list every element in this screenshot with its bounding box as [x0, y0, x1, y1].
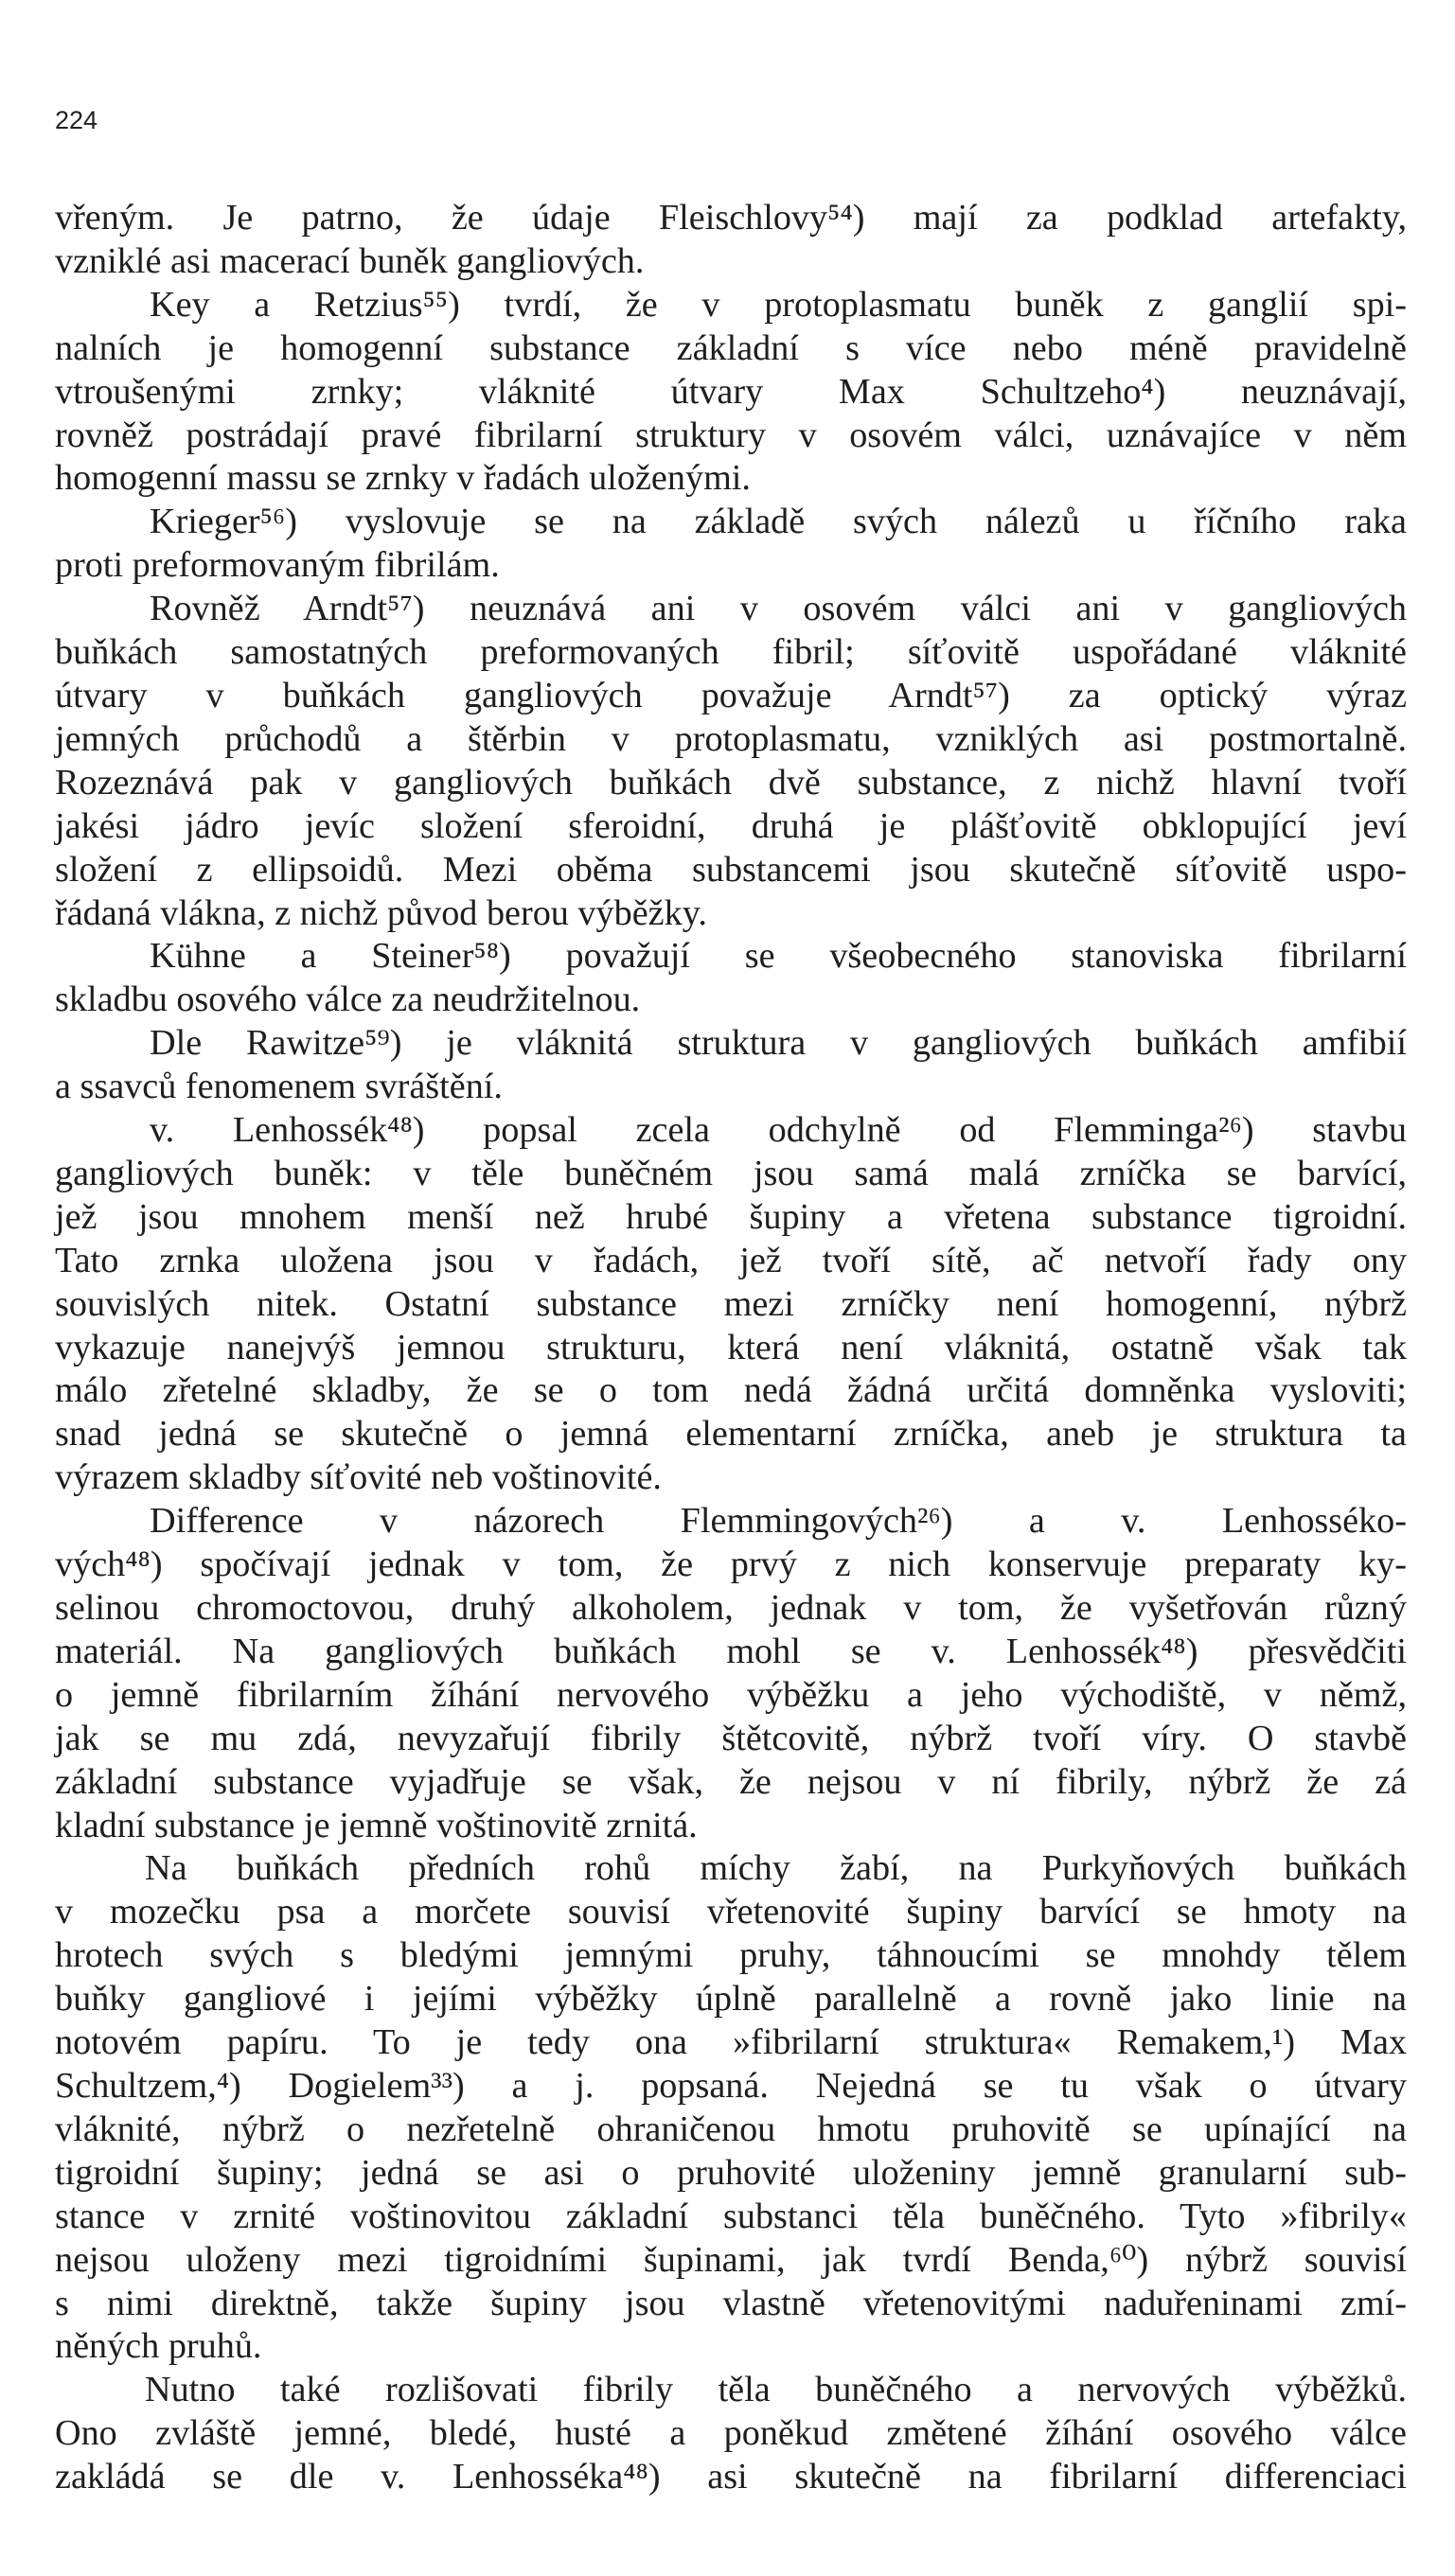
text-line: homogenní massu se zrnky v řadách uloženými. — [55, 458, 751, 499]
text-line: v mozečku psa a morčete souvisí vřetenovité šupiny barvící se hmoty na — [55, 1892, 1407, 1932]
text-line: snad jedná se skutečně o jemná elementarní zrníčka, aneb je struktura ta — [55, 1414, 1407, 1455]
text-line: proti preformovaným fibrilám. — [55, 545, 500, 586]
text-line: Krieger⁵⁶) vyslovuje se na základě svých nálezů u říčního raka — [150, 502, 1407, 542]
text-line: Kühne a Steiner⁵⁸) považují se všeobecného stanoviska fibrilarní — [150, 936, 1407, 977]
text-line: Difference v názorech Flemmingových²⁶) a v. Lenhosséko- — [150, 1501, 1407, 1542]
text-line: buňkách samostatných preformovaných fibril; síťovitě uspořádané vláknité — [55, 632, 1407, 673]
text-line: notovém papíru. To je tedy ona »fibrilarní struktura« Remakem,¹) Max — [55, 2022, 1407, 2063]
text-line: gangliových buněk: v těle buněčném jsou samá malá zrníčka se barvící, — [55, 1153, 1407, 1193]
text-line: vláknité, nýbrž o nezřetelně ohraničenou hmotu pruhovitě se upínající na — [55, 2108, 1407, 2149]
text-line: vzniklé asi macerací buněk gangliových. — [55, 240, 645, 281]
text-line: buňky gangliové i jejími výběžky úplně parallelně a rovně jako linie na — [55, 1979, 1407, 2020]
text-line: stance v zrnité voštinovitou základní substanci těla buněčného. Tyto »fibrily« — [55, 2196, 1407, 2236]
text-line: s nimi direktně, takže šupiny jsou vlastně vřetenovitými naduřeninami zmí- — [55, 2283, 1407, 2323]
text-line: Rovněž Arndt⁵⁷) neuznává ani v osovém válci ani v gangliových — [150, 589, 1407, 629]
text-line: Rozeznává pak v gangliových buňkách dvě substance, z nichž hlavní tvoří — [55, 762, 1407, 803]
text-line: vřeným. Je patrno, že údaje Fleischlovy⁵⁴) mají za podklad artefakty, — [55, 198, 1407, 238]
text-line: vých⁴⁸) spočívají jednak v tom, že prvý z nich konservuje preparaty ky- — [55, 1544, 1407, 1585]
text-line: něných pruhů. — [55, 2326, 262, 2367]
text-line: Key a Retzius⁵⁵) tvrdí, že v protoplasmatu buněk z ganglií spi- — [150, 284, 1407, 325]
text-line: selinou chromoctovou, druhý alkoholem, jednak v tom, že vyšetřován různý — [55, 1588, 1407, 1628]
text-line: málo zřetelné skladby, že se o tom nedá žádná určitá domněnka vysloviti; — [55, 1370, 1407, 1411]
text-line: souvislých nitek. Ostatní substance mezi zrníčky není homogenní, nýbrž — [55, 1283, 1407, 1324]
text-line: základní substance vyjadřuje se však, že nejsou v ní fibrily, nýbrž že zá — [55, 1761, 1407, 1802]
text-line: jakési jádro jevíc složení sferoidní, druhá je plášťovitě obklopující jeví — [55, 805, 1407, 846]
text-line: o jemně fibrilarním žíhání nervového výběžku a jeho východiště, v němž, — [55, 1674, 1407, 1715]
text-line: jak se mu zdá, nevyzařují fibrily štětcovitě, nýbrž tvoří víry. O stavbě — [55, 1718, 1407, 1758]
text-line: útvary v buňkách gangliových považuje Arndt⁵⁷) za optický výraz — [55, 675, 1407, 715]
text-line: Dle Rawitze⁵⁹) je vláknitá struktura v gangliových buňkách amfibií — [150, 1023, 1407, 1064]
text-line: jež jsou mnohem menší než hrubé šupiny a vřetena substance tigroidní. — [55, 1196, 1407, 1237]
text-line: vtroušenými zrnky; vláknité útvary Max Schultzeho⁴) neuznávají, — [55, 371, 1407, 412]
text-line: rovněž postrádají pravé fibrilarní struktury v osovém válci, uznávajíce v něm — [55, 415, 1407, 455]
text-line: zakládá se dle v. Lenhosséka⁴⁸) asi skutečně na fibrilarní differenciaci — [55, 2457, 1407, 2497]
text-line: hrotech svých s bledými jemnými pruhy, táhnoucími se mnohdy tělem — [55, 1935, 1407, 1976]
text-line: skladbu osového válce za neudržitelnou. — [55, 979, 641, 1020]
text-line: nalních je homogenní substance základní s více nebo méně pravidelně — [55, 327, 1407, 368]
text-line: a ssavců fenomenem svráštění. — [55, 1067, 503, 1107]
text-line: Na buňkách předních rohů míchy žabí, na Purkyňových buňkách — [145, 1848, 1407, 1889]
page-number: 224 — [55, 106, 98, 134]
text-line: jemných průchodů a štěrbin v protoplasmatu, vzniklých asi postmortalně. — [55, 718, 1407, 759]
text-line: kladní substance je jemně voštinovitě zrnitá. — [55, 1805, 698, 1845]
text-line: výrazem skladby síťovité neb voštinovité. — [55, 1457, 662, 1498]
text-line: v. Lenhossék⁴⁸) popsal zcela odchylně od Flemminga²⁶) stavbu — [150, 1110, 1407, 1151]
text-line: materiál. Na gangliových buňkách mohl se v. Lenhossék⁴⁸) přesvědčiti — [55, 1631, 1407, 1671]
text-line: složení z ellipsoidů. Mezi oběma substancemi jsou skutečně síťovitě uspo- — [55, 849, 1407, 890]
text-line: Nutno také rozlišovati fibrily těla buněčného a nervových výběžků. — [145, 2370, 1407, 2410]
text-line: řádaná vlákna, z nichž původ berou výběžky. — [55, 892, 707, 933]
text-line: nejsou uloženy mezi tigroidními šupinami, jak tvrdí Benda,⁶⁰) nýbrž souvisí — [55, 2239, 1407, 2280]
text-line: vykazuje nanejvýš jemnou strukturu, která není vláknitá, ostatně však tak — [55, 1327, 1407, 1367]
text-line: Tato zrnka uložena jsou v řadách, jež tvoří sítě, ač netvoří řady ony — [55, 1240, 1407, 1280]
text-line: Schultzem,⁴) Dogielem³³) a j. popsaná. Nejedná se tu však o útvary — [55, 2065, 1407, 2106]
body-text — [55, 197, 1407, 2499]
text-line: Ono zvláště jemné, bledé, husté a poněkud změtené žíhání osového válce — [55, 2413, 1407, 2454]
text-line: tigroidní šupiny; jedná se asi o pruhovité uloženiny jemně granularní sub- — [55, 2152, 1407, 2193]
